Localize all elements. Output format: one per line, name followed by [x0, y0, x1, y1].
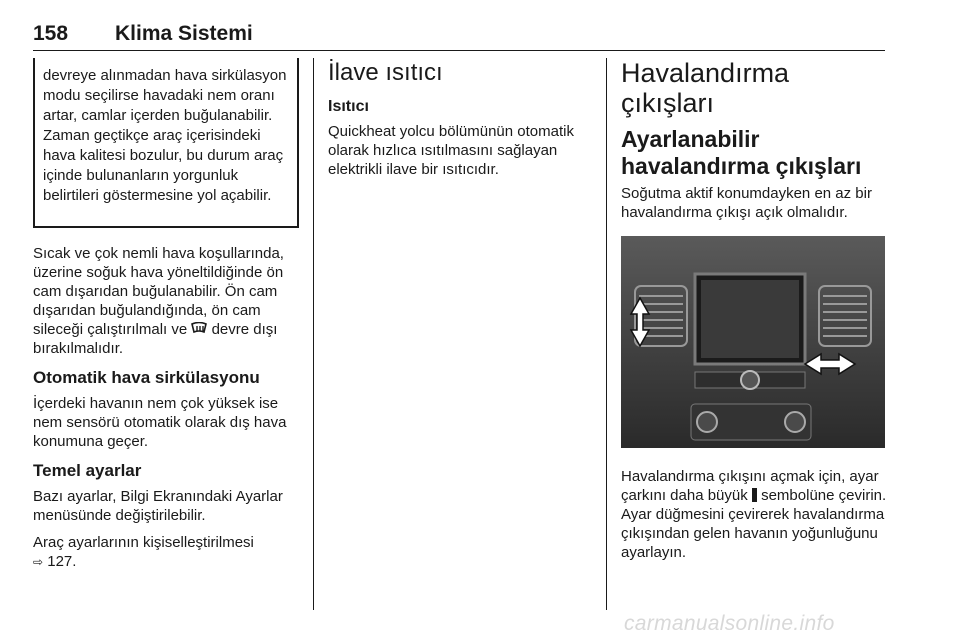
page-header [33, 22, 885, 50]
note-text: devreye alınmadan hava sirkülasyon modu seçilirse havadaki nem oranı artar, camlar içerden buğulanabilir. Zaman geçtikçe araç içerisindeki hava kalitesi bozulur, bu durum araç içinde bulunanların yorgunluk belirtileri göstermesine yol açabilir. [43, 67, 287, 204]
heading-basic-settings: Temel ayarlar [33, 461, 142, 480]
page-ref-link[interactable]: 127. [47, 553, 77, 570]
paragraph-vents-usage: Havalandırma çıkışını açmak için, ayar çarkını daha büyük sembolüne çevirin. Ayar düğmesini çevirerek havalandırma çıkışından gelen havanın yoğunluğunu ayarlayın. [621, 468, 887, 561]
column-middle [328, 58, 596, 179]
fan-windshield-icon [191, 322, 207, 336]
paragraph-auto-recirculation: İçerdeki havanın nem çok yüksek ise nem sensörü otomatik olarak dış hava konumuna geçer. [33, 395, 287, 450]
watermark: carmanualsonline.info [624, 612, 835, 635]
column-divider [313, 58, 314, 610]
heading-adjustable-vents: Ayarlanabilir havalandırma çıkışları [621, 126, 862, 179]
page-number: 158 [33, 22, 69, 45]
dashboard-vents-photo [621, 236, 885, 448]
paragraph-basic-settings: Bazı ayarlar, Bilgi Ekranındaki Ayarlar menüsünde değiştirilebilir. [33, 488, 283, 524]
large-bar-symbol-icon [752, 488, 757, 502]
note-box [33, 58, 299, 228]
heading-auxiliary-heater: İlave ısıtıcı [328, 59, 443, 86]
column-right [621, 58, 887, 562]
column-divider [606, 58, 607, 610]
page-ref-icon: ⇨ [33, 555, 44, 569]
heading-auto-recirculation: Otomatik hava sirkülasyonu [33, 368, 260, 387]
column-left [33, 58, 299, 572]
paragraph-fog: Sıcak ve çok nemli hava koşullarında, üzerine soğuk hava yöneltildiğinde ön cam dışarıdan buğulanabilir. Ön cam dışarıdan buğulandığında, ön cam sileceği çalıştırılmalı ve devre dışı bırakılmalıdır. [33, 245, 284, 357]
chapter-title: Klima Sistemi [115, 22, 253, 45]
header-rule [33, 50, 885, 51]
heading-heater: Isıtıcı [328, 98, 369, 115]
paragraph-personalization: Araç ayarlarının kişiselleştirilmesi ⇨ 127. [33, 534, 254, 570]
heading-air-vents: Havalandırma çıkışları [621, 58, 790, 118]
paragraph-quickheat: Quickheat yolcu bölümünün otomatik olarak hızlıca ısıtılmasını sağlayan elektrikli ilave bir ısıtıcıdır. [328, 123, 574, 178]
paragraph-vents-intro: Soğutma aktif konumdayken en az bir havalandırma çıkışı açık olmalıdır. [621, 185, 872, 221]
